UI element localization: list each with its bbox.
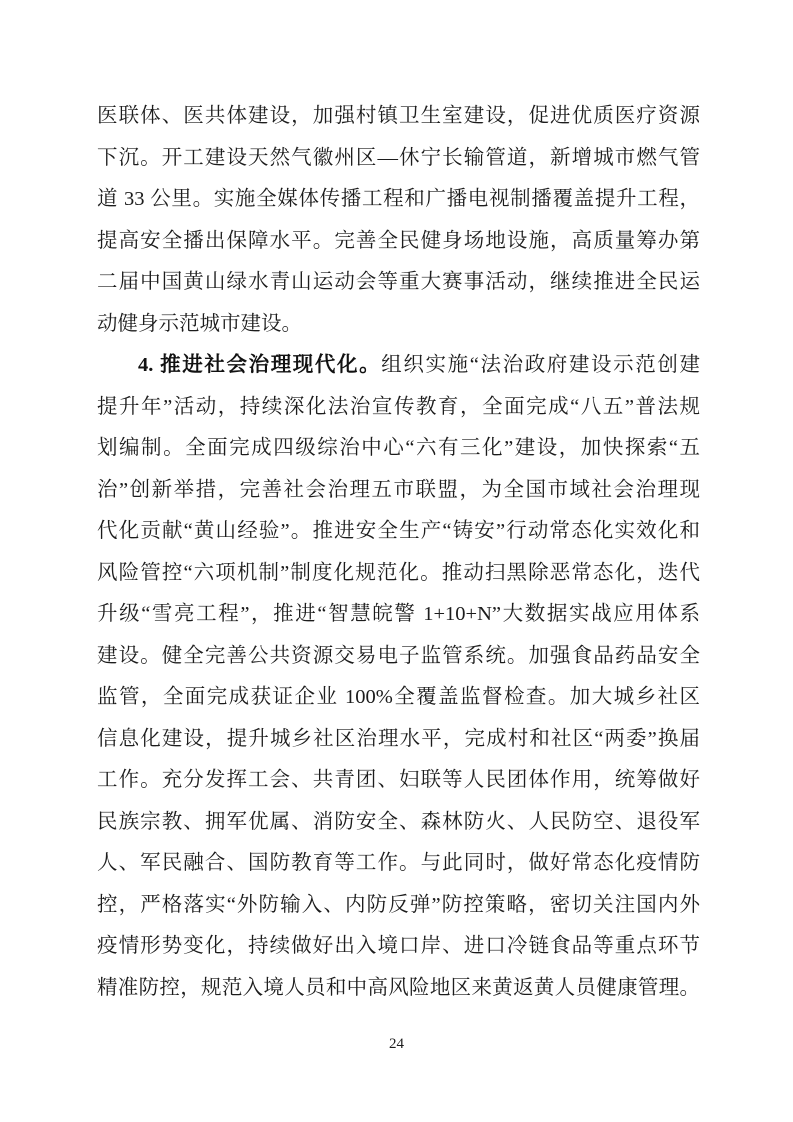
- text-line: [97, 719, 700, 761]
- text-line: [97, 677, 700, 719]
- text-segment: 升级“雪亮工程”，推进“智慧皖警 1+10+N”大数据实战应用体系: [97, 603, 700, 625]
- section-heading: 4. 推进社会治理现代化。: [138, 354, 382, 376]
- text-segment: 治”创新举措，完善社会治理五市联盟，为全国市域社会治理现: [97, 478, 700, 501]
- text-line: [97, 179, 700, 221]
- text-line: [97, 636, 700, 678]
- text-segment: 精准防控，规范入境人员和中高风险地区来黄返黄人员健康管理。: [97, 976, 700, 999]
- text-segment: 代化贡献“黄山经验”。推进安全生产“铸安”行动常态化实效化和: [97, 520, 700, 542]
- text-line: [97, 553, 700, 595]
- text-segment: 信息化建设，提升城乡社区治理水平，完成村和社区“两委”换届: [97, 727, 700, 750]
- text-block: [97, 96, 700, 1009]
- text-line: [97, 470, 700, 512]
- text-segment: 提升年”活动，持续深化法治宣传教育，全面完成“八五”普法规: [97, 395, 700, 418]
- text-segment: 建设。健全完善公共资源交易电子监管系统。加强食品药品安全: [97, 644, 700, 667]
- text-segment: 组织实施“法治政府建设示范创建: [381, 354, 700, 376]
- text-line: [97, 594, 700, 636]
- text-segment: 工作。充分发挥工会、共青团、妇联等人民团体作用，统筹做好: [97, 769, 700, 791]
- text-line: [97, 926, 700, 968]
- text-segment: 动健身示范城市建设。: [97, 312, 302, 335]
- text-segment: 监管，全面完成获证企业 100%全覆盖监督检查。加大城乡社区: [97, 686, 700, 708]
- paragraph-item-4: [97, 345, 700, 1009]
- text-segment: 划编制。全面完成四级综治中心“六有三化”建设，加快探索“五: [97, 437, 700, 459]
- text-line: [97, 802, 700, 844]
- text-line: [97, 511, 700, 553]
- text-segment: 人、军民融合、国防教育等工作。与此同时，做好常态化疫情防: [97, 852, 700, 874]
- text-segment: 医联体、医共体建设，加强村镇卫生室建设，促进优质医疗资源: [97, 105, 700, 127]
- text-line: [97, 885, 700, 927]
- text-line: [97, 760, 700, 802]
- text-line: [97, 304, 700, 346]
- paragraph-continuation: [97, 96, 700, 345]
- text-segment: 风险管控“六项机制”制度化规范化。推动扫黑除恶常态化，迭代: [97, 561, 700, 584]
- text-line: [97, 387, 700, 429]
- text-line: [97, 968, 700, 1010]
- text-segment: 控，严格落实“外防输入、内防反弹”防控策略，密切关注国内外: [97, 893, 700, 916]
- text-line: [97, 96, 700, 138]
- page-number: 24: [389, 1036, 404, 1052]
- text-line: [97, 345, 700, 387]
- text-line: [97, 221, 700, 263]
- text-segment: 下沉。开工建设天然气徽州区—休宁长输管道，新增城市燃气管: [97, 146, 700, 169]
- text-line: [97, 843, 700, 885]
- text-line: [97, 262, 700, 304]
- text-segment: 疫情形势变化，持续做好出入境口岸、进口冷链食品等重点环节: [97, 935, 700, 957]
- text-segment: 二届中国黄山绿水青山运动会等重大赛事活动，继续推进全民运: [97, 271, 700, 293]
- text-segment: 道 33 公里。实施全媒体传播工程和广播电视制播覆盖提升工程，: [97, 188, 700, 210]
- text-line: [97, 428, 700, 470]
- text-segment: 提高安全播出保障水平。完善全民健身场地设施，高质量筹办第: [97, 229, 700, 252]
- text-segment: 民族宗教、拥军优属、消防安全、森林防火、人民防空、退役军: [97, 810, 700, 833]
- text-line: [97, 138, 700, 180]
